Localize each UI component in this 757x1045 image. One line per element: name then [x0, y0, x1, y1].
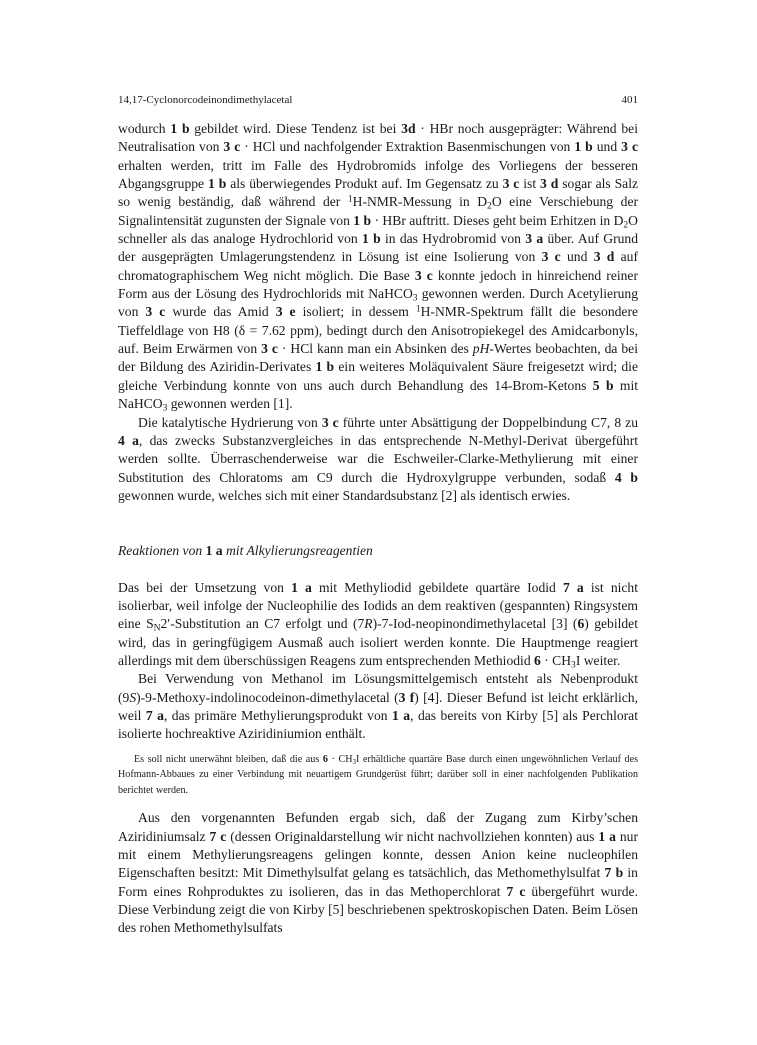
- paragraph-1: wodurch 1 b gebildet wird. Diese Tendenz ist bei 3d · HBr noch ausgeprägter: Während bei Neutralisation von 3 c · HCl und nachfolgender Extraktion Basenmischungen von 1 b und 3 c erhalten werden, tritt im Falle des Hydrobromids infolge des Vorliegens der besseren Abgangsgruppe 1 b als überwiegendes Produkt auf. Im Gegensatz zu 3 c ist 3 d sogar als Salz so wenig beständig, daß während der $^1$H-NMR-Messung in $D_2O$ eine Verschiebung der Signalintensität zugunsten der Signale von 1 b · HBr auftritt. Dieses geht beim Erhitzen in $D_2O$ schneller als das analoge Hydrochlorid von 1 b in das Hydrobromid von 3 a über. Auf Grund der ausgeprägten Umlagerungstendenz in Lösung ist eine Isolierung von 3 c und 3 d auf chromatographischem Weg nicht möglich. Die Base 3 c konnte jedoch in hinreichend reiner Form aus der Lösung des Hydrochlorids mit NaHCO$_3$ gewonnen werden. Durch Acetylierung von 3 c wurde das Amid 3 e isoliert; in dessem $^1$H-NMR-Spektrum fällt die besondere Tieffeldlage von H8 (δ = 7.62 ppm), bedingt durch den Anisotropiekegel des Amidcarbonyls, auf. Beim Erwärmen von 3 c · HCl kann man ein Absinken des pH-Wertes beobachten, da bei der Bildung des Aziridin-Derivates 1 b ein weiteres Moläquivalent Säure freigesetzt wird; die gleiche Verbindung konnte von uns auch durch Behandlung des 14-Brom-Ketons 5 b mit NaHCO$_3$ gewonnen werden [1].: [118, 121, 639, 414]
- paragraph-5: Aus den vorgenannten Befunden ergab sich, daß der Zugang zum Kirby’schen Aziridiniumsalz 7 c (dessen Originaldarstellung wir nicht nachvollziehen konnten) aus 1 a nur mit einem Methylierungsreagens gelingen konnte, dessen Anion keine nucleophilen Eigenschaften besitzt: Mit Dimethylsulfat gelang es tatsächlich, das Methomethylsulfat 7 b in Form eines Rohproduktes zu isolieren, das in das Methoperchlorat 7 c übergeführt wurde. Diese Verbindung zeigt die von Kirby [5] beschriebenen spektroskopischen Daten. Beim Lösen des rohen Methomethylsulfats: [118, 810, 638, 936]
- paragraph-4: Bei Verwendung von Methanol im Lösungsmittelgemisch entsteht als Nebenprodukt (9S)-9-Methoxy-indolinocodeinon-dimethylacetal (3 f) [4]. Dieser Befund ist leicht erklärlich, weil 7 a, das primäre Methylierungsprodukt von 1 a, das bereits von Kirby [5] als Perchlorat isolierte hochreaktive Aziridiniumion enthält.: [118, 671, 638, 742]
- running-title: 14,17-Cyclonorcodeinondimethylacetal: [118, 94, 293, 106]
- journal-page: [118, 94, 638, 938]
- paragraph-2: Die katalytische Hydrierung von 3 c führte unter Absättigung der Doppelbindung C7, 8 zu 4 a, das zwecks Substanzvergleiches in das entsprechende N-Methyl-Derivat übergeführt werden sollte. Überraschenderweise war die Eschweiler-Clarke-Methylierung mit einer Substitution des Chloratoms am C9 durch die Hydroxylgruppe verbunden, sodaß 4 b gewonnen wurde, welches sich mit einer Standardsubstanz [2] als identisch erwies.: [118, 414, 639, 503]
- page-number: 401: [621, 94, 638, 106]
- footnote: Es soll nicht unerwähnt bleiben, daß die aus $6 \cdot CH_3I$ erhältliche quartäre Base durch einen ungewöhnlichen Verlauf des Hofmann-Abbaues zu einer Verbindung mit neuartigem Grundgerüst führt; darüber soll in einer nachfolgenden Publikation berichtet werden.: [118, 753, 638, 796]
- running-header: [118, 94, 638, 108]
- paragraph-3: Das bei der Umsetzung von 1 a mit Methyliodid gebildete quartäre Iodid 7 a ist nicht isolierbar, weil infolge der Nucleophilie des Iodids an dem reaktiven (gespannten) Ringsystem eine $S_N2'$-Substitution an C7 erfolgt und (7R)-7-Iod-neopinondimethylacetal [3] (6) gebildet wird, das in geringfügigem Ausmaß auch isoliert werden konnte. Die Hauptmenge reagiert allerdings mit dem überschüssigen Reagens zum entsprechenden Methiodid $6 \cdot CH_3I$ weiter.: [118, 579, 639, 671]
- section-heading: Reaktionen von 1 a mit Alkylierungsreagentien: [118, 543, 373, 559]
